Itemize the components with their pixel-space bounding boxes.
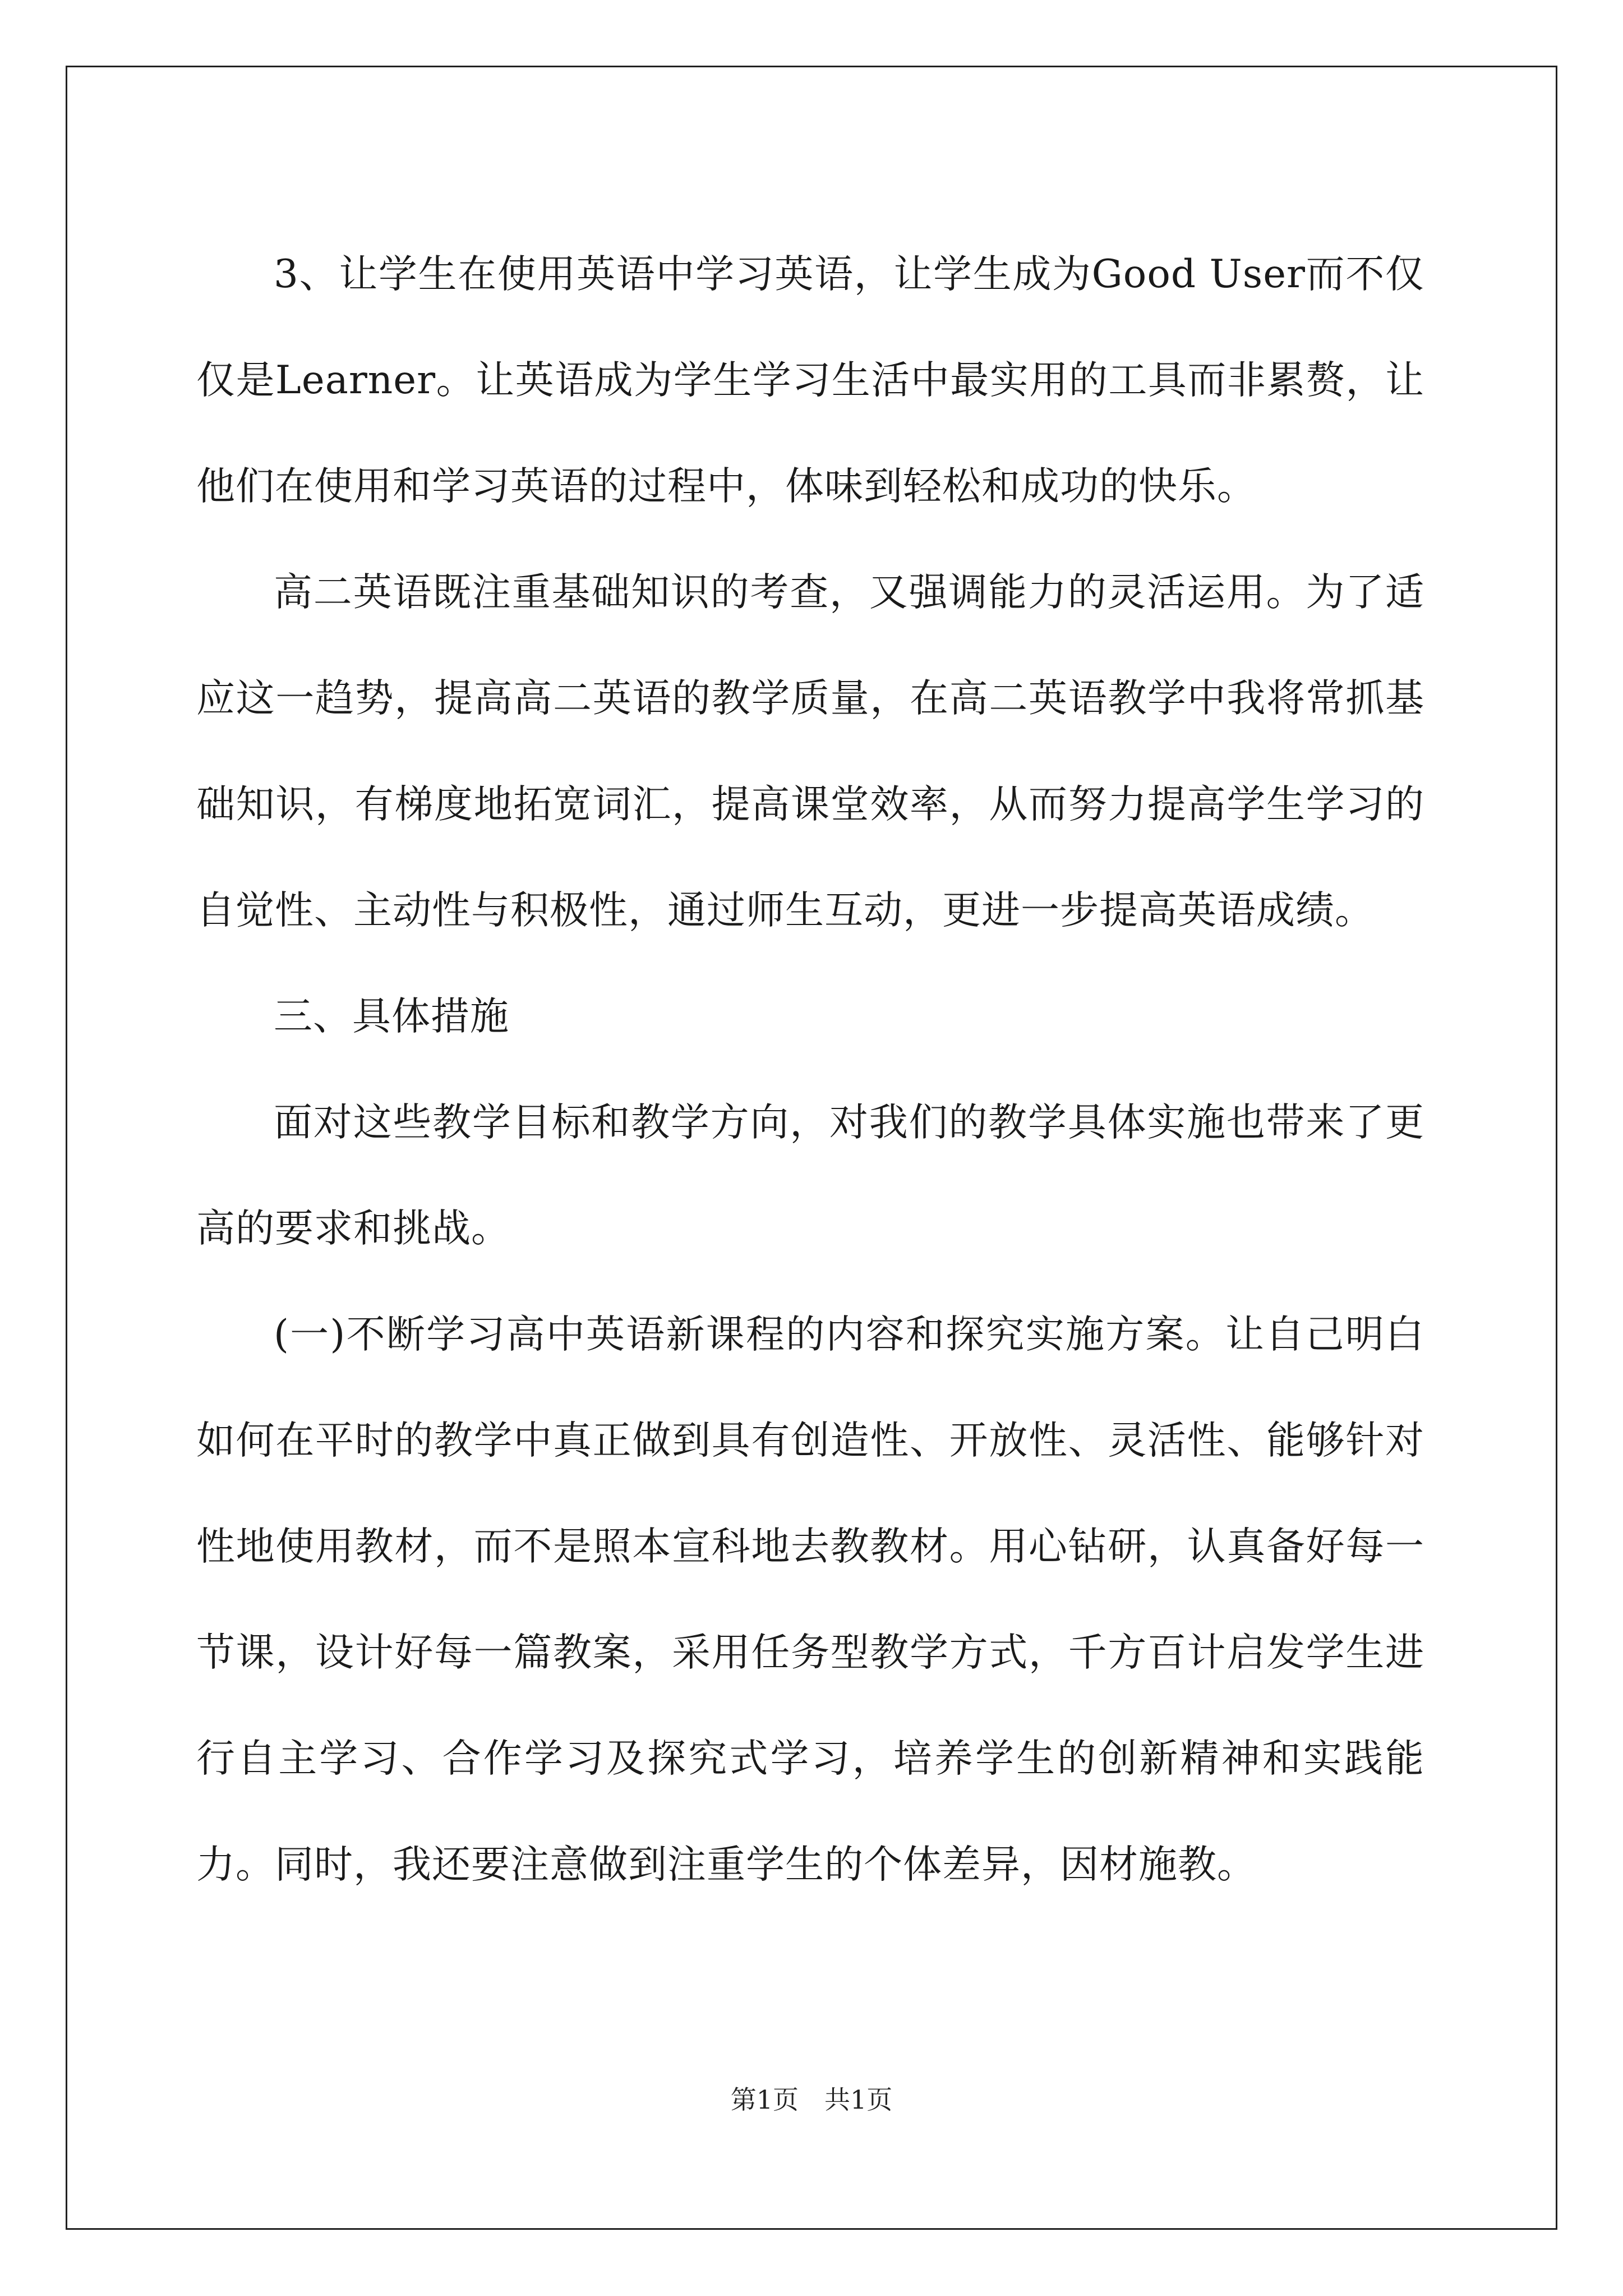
page-number-current: 第1页 [730,2085,799,2115]
paragraph-1: 3、让学生在使用英语中学习英语，让学生成为Good User而不仅仅是Learner。让英语成为学生学习生活中最实用的工具而非累赘，让他们在使用和学习英语的过程中，体味到轻松和成功的快乐。 [196,252,1424,509]
section-heading: 三、具体措施 [274,994,509,1039]
document-body [196,222,1424,1918]
paragraph-3: 面对这些教学目标和教学方向，对我们的教学具体实施也带来了更高的要求和挑战。 [196,1100,1424,1251]
page-number-total: 共1页 [824,2085,893,2115]
page-footer [0,2084,1623,2115]
paragraph-4: (一)不断学习高中英语新课程的内容和探究实施方案。让自己明白如何在平时的教学中真正做到具有创造性、开放性、灵活性、能够针对性地使用教材，而不是照本宣科地去教教材。用心钻研，认真备好每一节课，设计好每一篇教案，采用任务型教学方式，千方百计启发学生进行自主学习、合作学习及探究式学习，培养学生的创新精神和实践能力。同时，我还要注意做到注重学生的个体差异，因材施教。 [196,1312,1424,1887]
paragraph-2: 高二英语既注重基础知识的考查，又强调能力的灵活运用。为了适应这一趋势，提高高二英语的教学质量，在高二英语教学中我将常抓基础知识，有梯度地拓宽词汇，提高课堂效率，从而努力提高学生学习的自觉性、主动性与积极性，通过师生互动，更进一步提高英语成绩。 [196,570,1424,933]
